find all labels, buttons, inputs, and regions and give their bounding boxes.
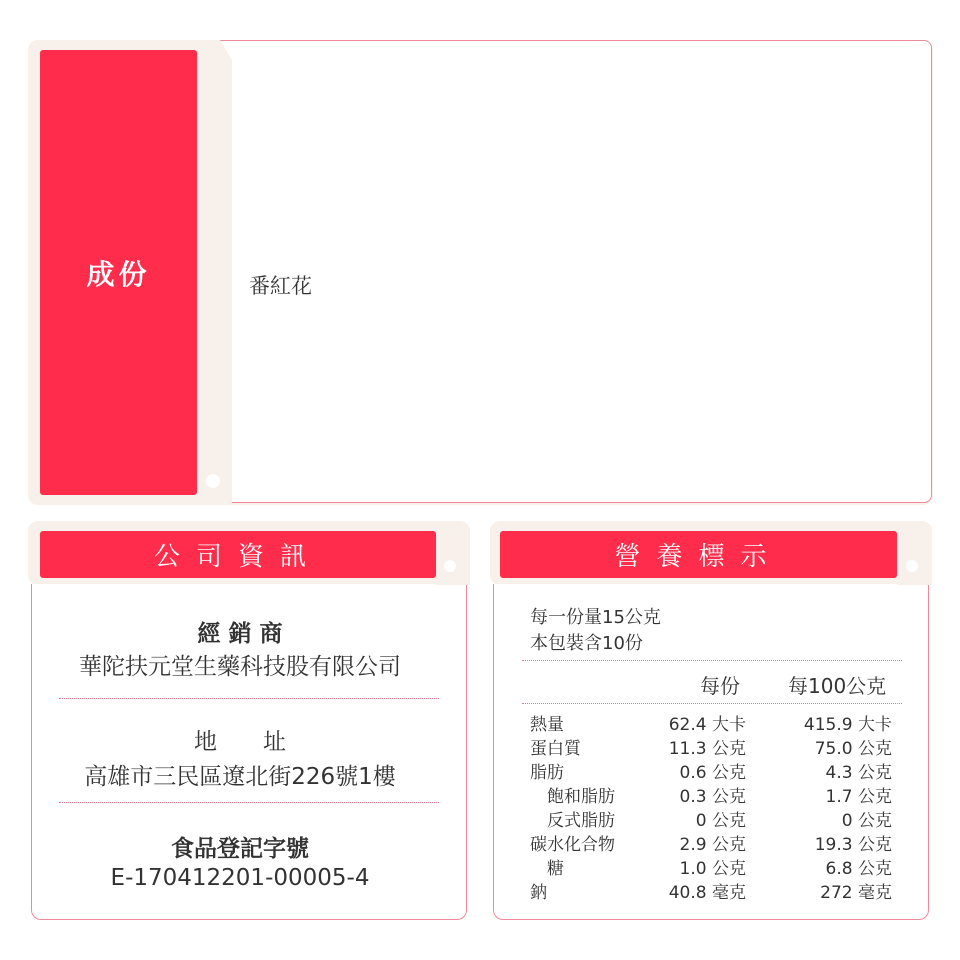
distributor-value: 華陀扶元堂生藥科技股有限公司 [79, 654, 401, 680]
nutrition-header: 營養標示 [500, 531, 897, 578]
nutrition-row [530, 782, 900, 806]
nutrient-name: 蛋白質 [530, 739, 581, 759]
nutrition-row [530, 806, 900, 830]
ingredients-tab-hole [206, 474, 220, 488]
divider [59, 802, 439, 803]
company-tab-hole [444, 560, 456, 572]
per-serving-value: 0.3 公克 [679, 787, 746, 807]
company-header: 公司資訊 [40, 531, 436, 578]
nutrition-tab-hole [906, 560, 918, 572]
per-serving-value: 0.6 公克 [679, 763, 746, 783]
nutrition-row [530, 758, 900, 782]
nutrient-name: 鈉 [530, 883, 547, 903]
ingredients-label: 成份 [40, 50, 197, 495]
nutrition-row [530, 854, 900, 878]
divider [522, 660, 902, 661]
nutrient-name: 熱量 [530, 715, 564, 735]
divider [522, 703, 902, 704]
per-serving-value: 40.8 毫克 [668, 883, 746, 903]
nutrition-row [530, 830, 900, 854]
nutrient-name: 碳水化合物 [530, 835, 615, 855]
nutrition-row [530, 734, 900, 758]
per-100g-value: 272 毫克 [820, 883, 892, 903]
per-100g-value: 1.7 公克 [825, 787, 892, 807]
per-serving-value: 1.0 公克 [679, 859, 746, 879]
per-100g-value: 4.3 公克 [825, 763, 892, 783]
per-100g-value: 0 公克 [841, 811, 892, 831]
registration-value: E-170412201-00005-4 [110, 865, 370, 891]
nutrient-name: 反式脂肪 [530, 811, 615, 831]
col-per-100g: 每100公克 [788, 674, 887, 698]
ingredients-tab-fold [200, 40, 232, 505]
col-per-serving: 每份 [700, 674, 740, 698]
address-title: 地 址 [194, 729, 286, 755]
per-100g-value: 19.3 公克 [814, 835, 892, 855]
per-100g-value: 6.8 公克 [825, 859, 892, 879]
nutrition-row [530, 710, 900, 734]
address-value: 高雄市三民區遼北街226號1樓 [84, 764, 396, 790]
per-100g-value: 415.9 大卡 [803, 715, 892, 735]
per-serving-value: 11.3 公克 [668, 739, 746, 759]
distributor-title: 經 銷 商 [197, 621, 283, 647]
servings-per-package: 本包裝含10份 [530, 633, 643, 654]
serving-size: 每一份量15公克 [530, 607, 661, 628]
per-100g-value: 75.0 公克 [814, 739, 892, 759]
nutrient-name: 糖 [530, 859, 564, 879]
nutrient-name: 脂肪 [530, 763, 564, 783]
per-serving-value: 0 公克 [695, 811, 746, 831]
nutrition-row [530, 878, 900, 902]
registration-title: 食品登記字號 [171, 836, 309, 862]
divider [59, 698, 439, 699]
per-serving-value: 2.9 公克 [679, 835, 746, 855]
ingredients-content: 番紅花 [249, 274, 312, 298]
per-serving-value: 62.4 大卡 [668, 715, 746, 735]
nutrient-name: 飽和脂肪 [530, 787, 615, 807]
